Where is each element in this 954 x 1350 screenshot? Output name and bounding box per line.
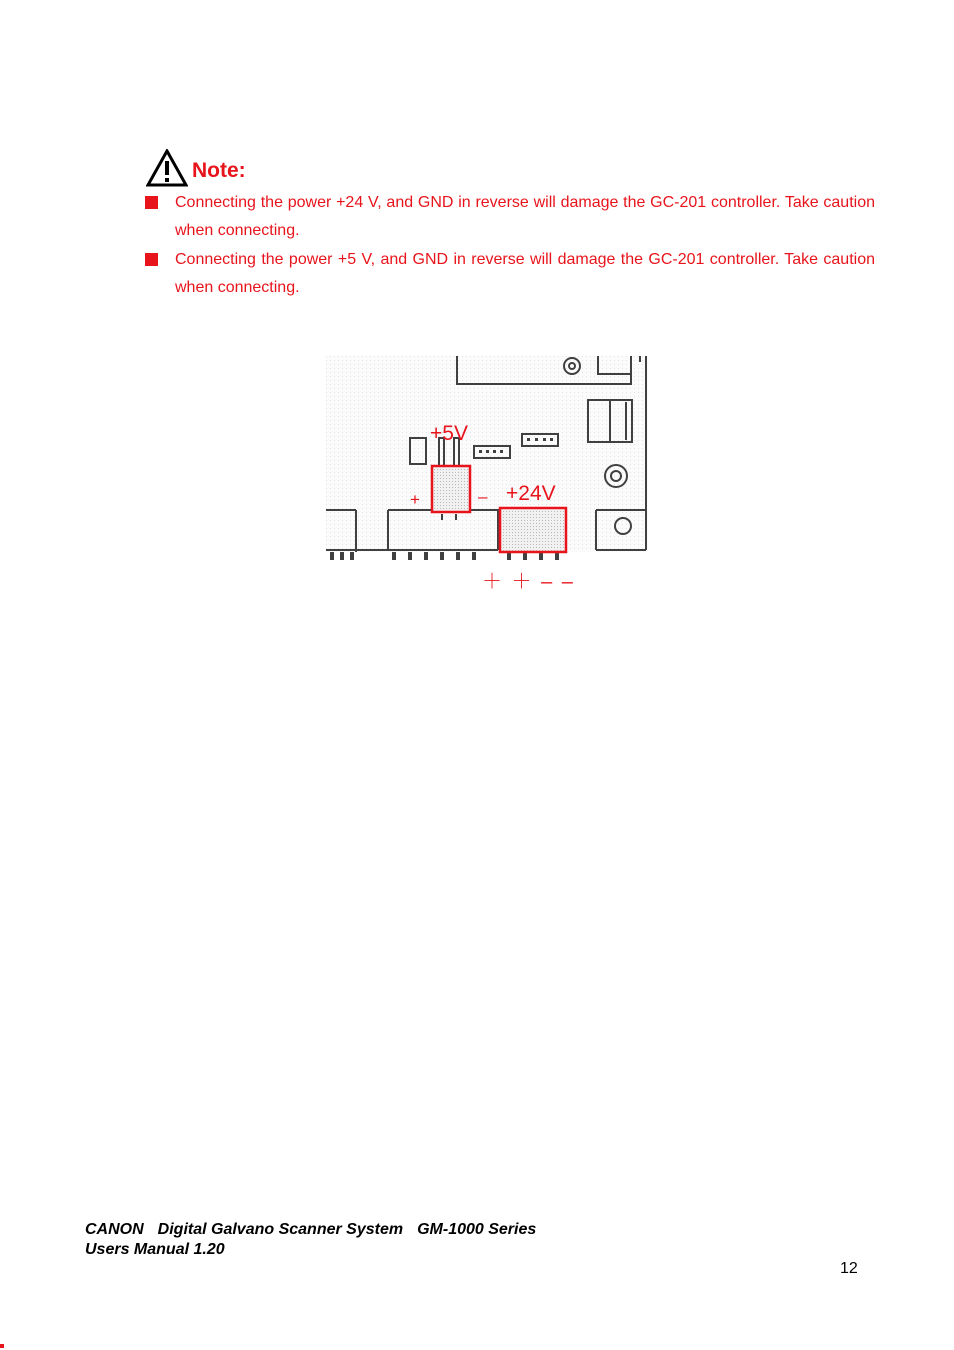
bullet-square-icon [145,196,158,209]
connector-24v-highlight [500,508,566,552]
footer-manual: Users Manual 1.20 [85,1241,225,1258]
label-5v-plus: + [410,490,420,509]
footer-line-1 [85,1220,536,1240]
label-24v-pins: ＋ ＋ – – [482,571,575,593]
note-item [145,246,875,302]
footer [85,1220,536,1260]
note-header [146,148,246,188]
footer-product: Digital Galvano Scanner System [157,1221,404,1238]
edge-mark [0,1344,4,1348]
label-5v: +5V [430,422,468,445]
note-item-text: Connecting the power +24 V, and GND in reverse will damage the GC-201 controller. Take caution when connecting. [175,194,875,239]
label-24v: +24V [506,482,556,505]
label-5v-minus: – [478,487,488,506]
warning-triangle-icon [146,149,188,187]
board-connector-diagram [326,352,666,597]
connector-5v-highlight [432,466,470,512]
footer-series: GM-1000 Series [417,1221,537,1238]
footer-brand: CANON [85,1221,144,1238]
bullet-square-icon [145,253,158,266]
note-item [145,189,875,245]
board-diagram-svg [326,352,666,597]
page-number: 12 [840,1260,858,1277]
note-item-text: Connecting the power +5 V, and GND in reverse will damage the GC-201 controller. Take caution when connecting. [175,251,875,296]
note-title: Note: [192,159,246,182]
